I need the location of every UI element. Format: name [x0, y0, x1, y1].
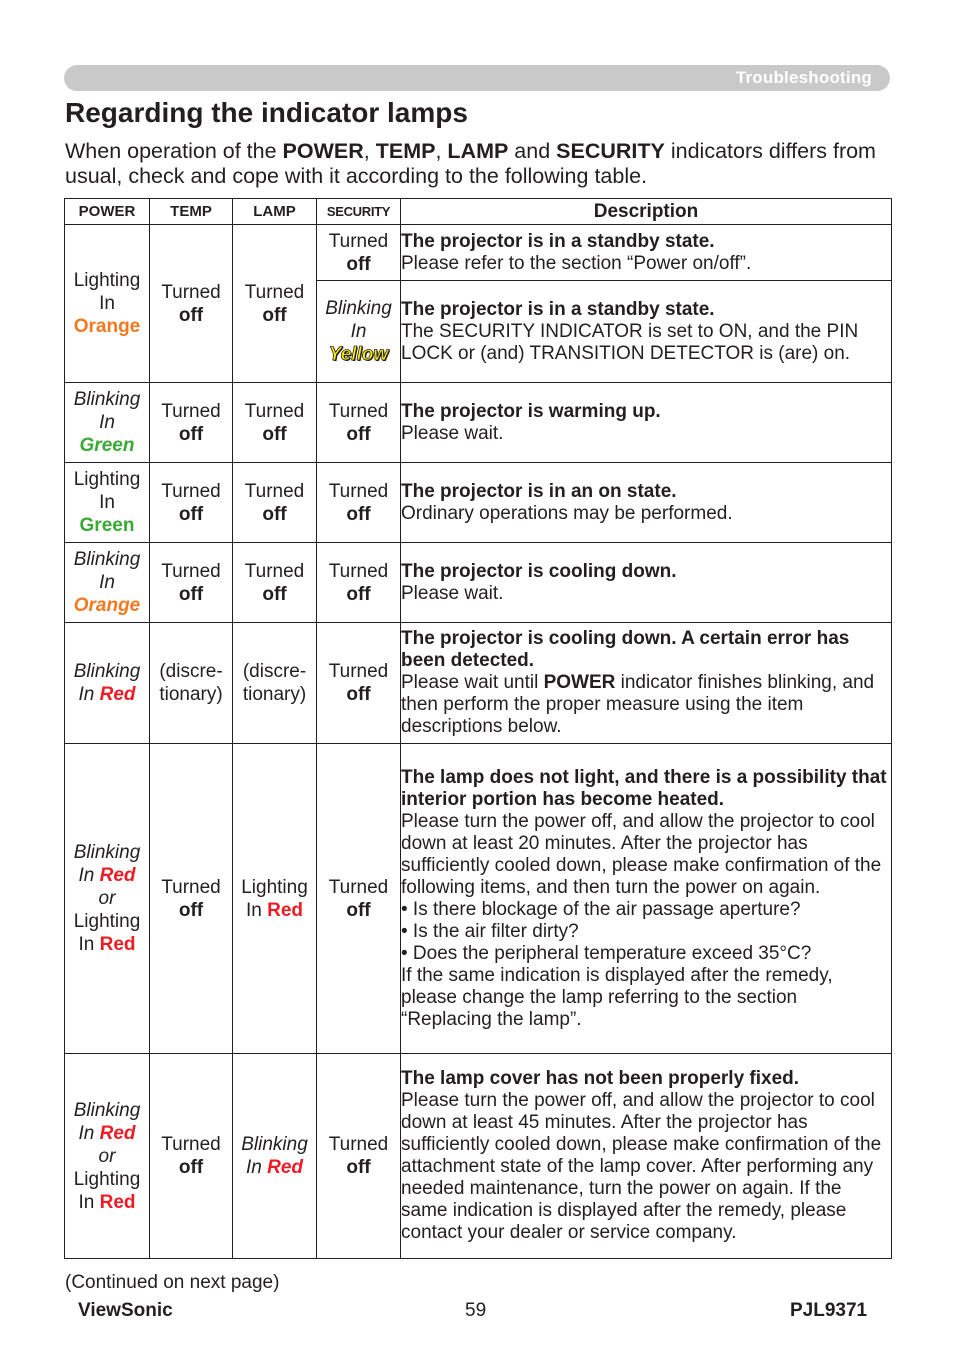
description-heading: The projector is cooling down. [401, 560, 677, 582]
state-value: off [262, 503, 287, 525]
description-heading: The projector is in a standby state. [401, 230, 715, 252]
header-temp: TEMP [150, 199, 233, 225]
state-text: Turned [328, 560, 389, 582]
state-text: Turned [244, 560, 305, 582]
table-row [65, 744, 892, 1054]
color-word: Orange [73, 316, 141, 337]
state-value: off [178, 899, 204, 921]
intro-text: , [363, 139, 376, 163]
state-text: Turned [161, 480, 221, 502]
state-value: off [178, 583, 204, 605]
description-body: Please turn the power off, and allow the projector to cool down at least 20 minutes. After the projector has sufficiently cooled down, please make confirmation of the following items, and then turn the power on again. • Is there blockage of the air passage aperture? • Is the air filter dirty? • Does the peripheral temperature exceed 35°C? If the same indication is displayed after the remedy, please change the lamp referring to the section “Replacing the lamp”. [401, 810, 882, 1030]
color-word: Orange [73, 595, 141, 616]
color-word: Red [99, 1122, 136, 1144]
color-word: Green [79, 435, 135, 456]
security-cell [317, 623, 401, 744]
state-text: Blinking [325, 298, 392, 319]
description-body [401, 672, 891, 738]
footer-model: PJL9371 [790, 1300, 868, 1321]
state-value: off [346, 1157, 371, 1178]
color-word: Red [99, 684, 136, 705]
table-row [65, 383, 892, 463]
intro-power: POWER [282, 139, 364, 163]
table-row [65, 623, 892, 744]
temp-cell [150, 744, 233, 1054]
description-heading: The projector is in an on state. [401, 480, 677, 502]
body-text: indicator finishes blinking, and then perform the proper measure using the item descriptions below. [401, 672, 875, 737]
security-cell [317, 543, 401, 623]
description-body: Please refer to the section “Power on/off”. [401, 252, 752, 274]
state-text: Turned [328, 661, 389, 682]
state-value: off [262, 423, 287, 445]
security-cell [317, 383, 401, 463]
intro-lamp: LAMP [447, 139, 509, 163]
temp-cell [150, 225, 233, 383]
intro-text: indicators differs from usual, check and cope with it according to the following table. [65, 139, 876, 188]
description-cell [401, 463, 892, 543]
state-text: Turned [328, 480, 389, 502]
power-cell [65, 383, 150, 463]
table-header-row [65, 199, 892, 225]
state-text: Lighting [73, 1168, 141, 1190]
state-text: Lighting [241, 876, 308, 898]
table-row [65, 543, 892, 623]
state-value: off [262, 583, 287, 605]
color-word: Yellow [328, 344, 389, 365]
color-word: Red [99, 1191, 136, 1213]
security-cell [317, 281, 401, 383]
state-text: Turned [328, 400, 389, 422]
state-text: Turned [161, 400, 221, 422]
power-cell [65, 1054, 150, 1259]
state-text: In [78, 865, 95, 886]
state-text: Turned [161, 281, 221, 303]
intro-text: and [508, 139, 557, 163]
power-cell [65, 463, 150, 543]
state-text: Turned [161, 1134, 221, 1155]
state-text: Blinking [73, 661, 141, 682]
section-header-bar [64, 65, 890, 91]
description-body: Please turn the power off, and allow the projector to cool down at least 45 minutes. After the projector has sufficiently cooled down, please make confirmation of the attachment state of the lamp cover. After performing any needed maintenance, turn the power on again. If the same indication is displayed after the remedy, please contact your dealer or service company. [401, 1090, 882, 1243]
color-word: Red [99, 865, 136, 886]
intro-text: When operation of the [65, 139, 283, 163]
lamp-cell [233, 225, 317, 383]
power-cell [65, 543, 150, 623]
state-text: In [245, 1157, 262, 1178]
table-row [65, 463, 892, 543]
lamp-cell [233, 1054, 317, 1259]
temp-cell [150, 463, 233, 543]
security-cell [317, 744, 401, 1054]
state-text: Turned [328, 876, 389, 898]
state-text: In [78, 684, 95, 705]
table-row [65, 225, 892, 281]
description-body: Ordinary operations may be performed. [401, 502, 733, 524]
description-cell [401, 744, 892, 1054]
state-text: In [78, 1191, 95, 1213]
color-word: Red [267, 1157, 304, 1178]
state-text: In [78, 934, 95, 955]
description-cell [401, 281, 892, 383]
state-text: Turned [244, 480, 305, 502]
temp-cell [150, 383, 233, 463]
power-cell [65, 744, 150, 1054]
lamp-cell [233, 623, 317, 744]
header-security: SECURITY [317, 199, 401, 225]
description-heading: The lamp does not light, and there is a possibility that interior portion has become heated. [401, 766, 887, 810]
state-value: off [262, 304, 287, 326]
state-text: In [78, 1122, 95, 1144]
header-description: Description [401, 199, 892, 225]
description-cell [401, 543, 892, 623]
page-title: Regarding the indicator lamps [65, 97, 468, 128]
lamp-cell [233, 463, 317, 543]
security-cell [317, 463, 401, 543]
state-value: off [178, 503, 204, 525]
description-heading: The lamp cover has not been properly fixed. [401, 1068, 800, 1089]
intro-temp: TEMP [375, 139, 436, 163]
state-text: In [99, 412, 115, 433]
description-cell [401, 383, 892, 463]
state-text: tionary) [242, 684, 307, 705]
page-number: 59 [465, 1300, 487, 1321]
description-heading: The projector is in a standby state. [401, 298, 715, 320]
state-text: (discre- [242, 661, 307, 682]
intro-security: SECURITY [556, 139, 665, 163]
power-cell [65, 623, 150, 744]
lamp-cell [233, 744, 317, 1054]
state-value: off [178, 304, 204, 326]
state-text: tionary) [159, 684, 223, 705]
body-text: Please wait until [401, 672, 544, 693]
state-value: off [346, 423, 371, 445]
state-text: Blinking [241, 1134, 308, 1155]
description-heading: The projector is cooling down. A certain error has been detected. [401, 628, 850, 671]
state-text: Lighting [73, 911, 141, 932]
temp-cell [150, 543, 233, 623]
state-text: Blinking [73, 842, 141, 863]
description-body: Please wait. [401, 422, 504, 444]
state-value: off [346, 583, 371, 605]
description-cell [401, 225, 892, 281]
header-lamp: LAMP [233, 199, 317, 225]
security-cell [317, 1054, 401, 1259]
state-text: Blinking [73, 389, 141, 410]
state-text: Turned [244, 400, 305, 422]
state-value: off [346, 899, 371, 921]
state-value: off [346, 684, 371, 705]
continued-note: (Continued on next page) [65, 1272, 280, 1293]
description-body: Please wait. [401, 582, 504, 604]
description-cell [401, 623, 892, 744]
table-row [65, 1054, 892, 1259]
state-value: off [346, 503, 371, 525]
state-text: (discre- [159, 661, 223, 682]
section-label: Troubleshooting [735, 68, 872, 87]
state-text: Turned [328, 230, 389, 252]
state-text: Turned [161, 560, 221, 582]
indicator-table [64, 198, 892, 1259]
state-text: or [98, 1145, 116, 1167]
state-text: Turned [161, 876, 221, 898]
temp-cell [150, 1054, 233, 1259]
color-word: Red [267, 899, 304, 921]
footer-brand: ViewSonic [78, 1300, 173, 1321]
state-text: In [350, 321, 367, 342]
color-word: Green [79, 515, 135, 536]
power-cell [65, 225, 150, 383]
header-power: POWER [65, 199, 150, 225]
lamp-cell [233, 543, 317, 623]
state-value: off [346, 253, 371, 275]
body-bold: POWER [543, 672, 616, 693]
state-text: In [99, 572, 115, 593]
state-text: Blinking [73, 1099, 141, 1121]
intro-text: , [435, 139, 448, 163]
state-value: off [178, 1157, 204, 1178]
state-text: Lighting [73, 270, 141, 291]
lamp-cell [233, 383, 317, 463]
state-text: Turned [328, 1134, 389, 1155]
intro-paragraph [65, 139, 895, 189]
color-word: Red [99, 934, 136, 955]
description-heading: The projector is warming up. [401, 400, 661, 422]
description-body: The SECURITY INDICATOR is set to ON, and the PIN LOCK or (and) TRANSITION DETECTOR is (are) on. [401, 320, 859, 364]
description-cell [401, 1054, 892, 1259]
state-text: In [245, 899, 262, 921]
state-text: In [99, 492, 115, 513]
state-value: off [178, 423, 204, 445]
state-text: In [99, 293, 115, 314]
security-cell [317, 225, 401, 281]
state-text: Turned [244, 281, 305, 303]
state-text: or [98, 888, 116, 909]
state-text: Lighting [73, 469, 141, 490]
temp-cell [150, 623, 233, 744]
state-text: Blinking [73, 549, 141, 570]
